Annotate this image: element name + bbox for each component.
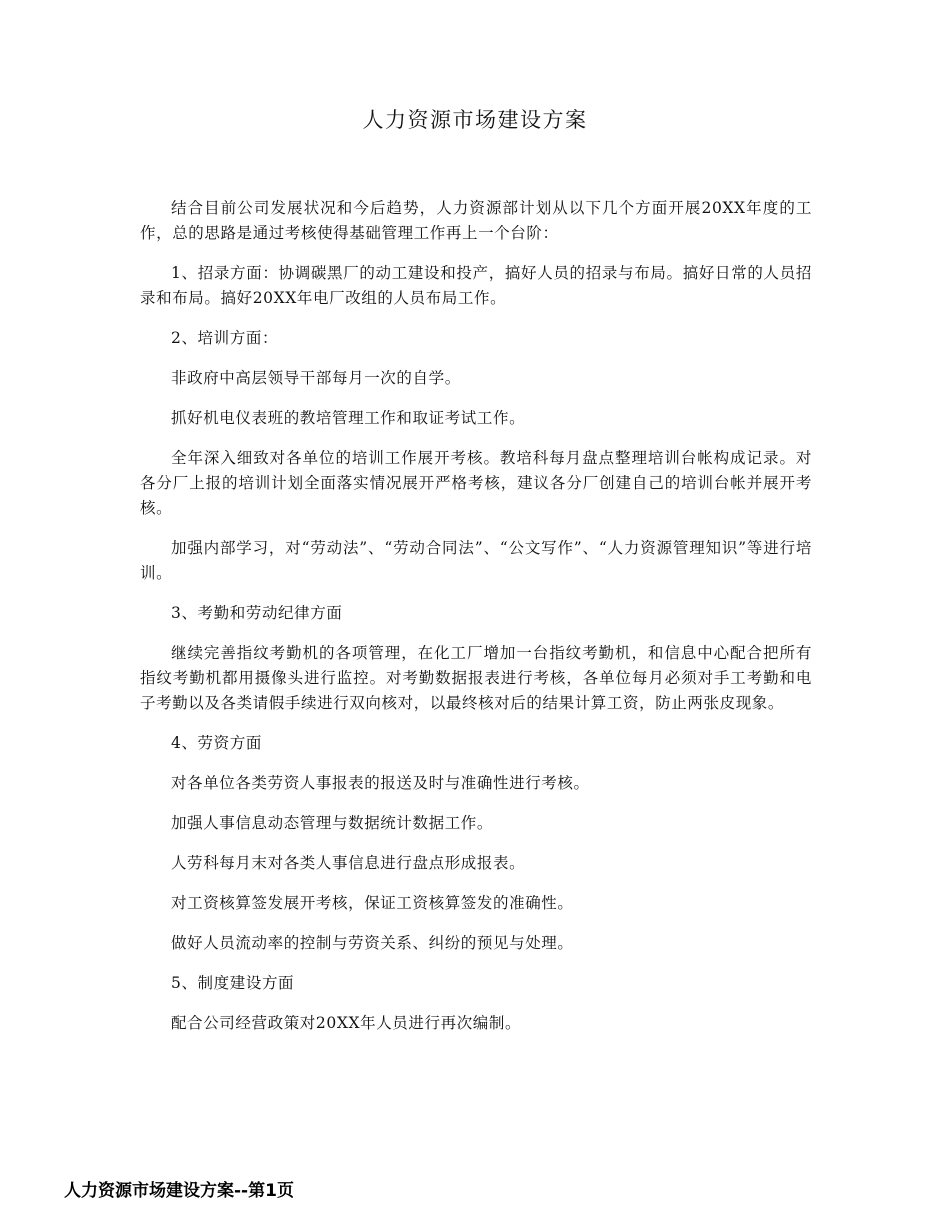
paragraph-training-2: 抓好机电仪表班的教培管理工作和取证考试工作。 [171,409,526,427]
page-footer: 人力资源市场建设方案--第1页 [64,1181,294,1201]
section-heading-training: 2、培训方面： [171,329,279,347]
paragraph-recruitment: 1、招录方面：协调碳黑厂的动工建设和投产，搞好人员的招录与布局。搞好日常的人员招录和布局。搞好20XX年电厂改组的人员布局工作。 [140,264,812,307]
paragraph-training-1: 非政府中高层领导干部每月一次的自学。 [171,369,461,387]
paragraph-labor-3: 人劳科每月末对各类人事信息进行盘点形成报表。 [171,854,526,872]
section-heading-system: 5、制度建设方面 [171,974,295,992]
paragraph-attendance: 继续完善指纹考勤机的各项管理，在化工厂增加一台指纹考勤机，和信息中心配合把所有指纹考勤机都用摄像头进行监控。对考勤数据报表进行考核，各单位每月必须对手工考勤和电子考勤以及各类请假手续进行双向核对，以最终核对后的结果计算工资，防止两张皮现象。 [140,644,812,712]
paragraph-labor-2: 加强人事信息动态管理与数据统计数据工作。 [171,814,494,832]
paragraph-system: 配合公司经营政策对20XX年人员进行再次编制。 [171,1014,522,1032]
page-title: 人力资源市场建设方案 [362,108,588,132]
paragraph-labor-4: 对工资核算签发展开考核，保证工资核算签发的准确性。 [171,894,574,912]
paragraph-labor-1: 对各单位各类劳资人事报表的报送及时与准确性进行考核。 [171,774,590,792]
document-body [140,196,812,1051]
paragraph-labor-5: 做好人员流动率的控制与劳资关系、纠纷的预见与处理。 [171,934,574,952]
paragraph-training-3: 全年深入细致对各单位的培训工作展开考核。教培科每月盘点整理培训台帐构成记录。对各分厂上报的培训计划全面落实情况展开严格考核，建议各分厂创建自己的培训台帐并展开考核。 [140,449,812,517]
paragraph-intro: 结合目前公司发展状况和今后趋势，人力资源部计划从以下几个方面开展20XX年度的工作，总的思路是通过考核使得基础管理工作再上一个台阶： [140,199,812,242]
section-heading-attendance: 3、考勤和劳动纪律方面 [171,604,343,622]
paragraph-training-4: 加强内部学习，对“劳动法”、“劳动合同法”、“公文写作”、“人力资源管理知识”等进行培训。 [140,539,812,582]
section-heading-labor: 4、劳资方面 [171,734,262,752]
